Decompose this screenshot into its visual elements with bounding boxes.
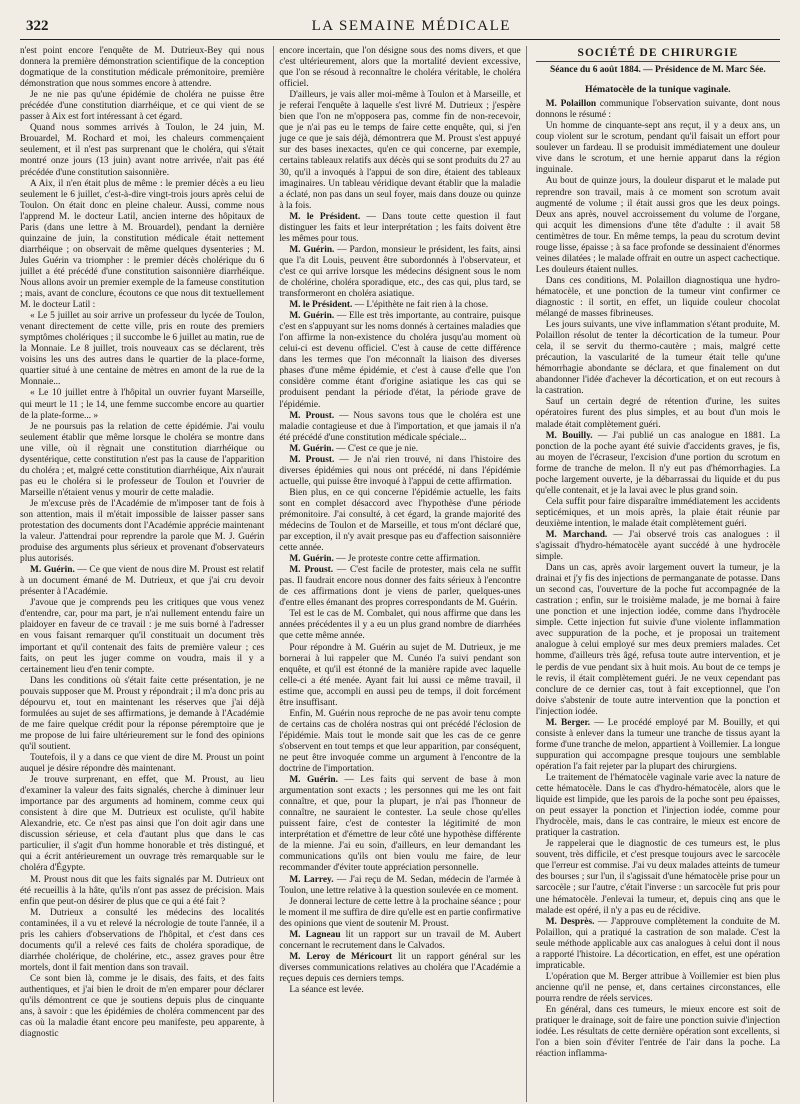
- paragraph: [20, 598, 264, 675]
- paragraph: [279, 245, 520, 300]
- paragraph: [536, 917, 780, 972]
- paragraph: [20, 676, 264, 753]
- speaker-name: M. Larrey.: [289, 874, 334, 885]
- paragraph-text: Dans ces conditions, M. Polaillon diagnostiqua une hydro-hématocèle, et une ponction de la tumeur vint confirmer ce diagnostic : il sortit, en effet, un liquide couleur chocolat mélangé de masses fibrineuses.: [535, 275, 781, 320]
- paragraph-text: — Nous savons tous que le choléra est une maladie contagieuse et due à l'importation, et que jamais il n'a été précédé d'une constitution médicale spéciale...: [279, 410, 521, 443]
- paragraph-text: — C'est ce que je nie.: [333, 443, 419, 454]
- paragraph-text: Dans un cas, après avoir largement ouvert la tumeur, je la drainai et j'y fis des injections de permanganate de potasse. Dans un second cas, l'ouverture de la poche fut accompagnée de la castration ; enfin, sur le troisième malade, je me bornai à faire une ponction et une injection iodée, comme dans l'hydrocèle simple. Cette injection fut suivie d'une violente inflammation avec suppuration de la poche, et je proposai un traitement analogue à celui employé sur mes deux premiers malades. Cet homme, d'ailleurs très âgé, refusa toute autre intervention, et je le perdis de vue pendant six à huit mois. Au bout de ce temps je le revis, il était complètement guéri. Je ne veux cependant pas conclure de ce dernier cas, tout à fait exceptionnel, que l'on doive s'abstenir de toute autre intervention que la ponction et l'injection iodée.: [535, 563, 781, 717]
- column3-body: [536, 99, 780, 1060]
- paragraph-text: — Je proteste contre cette affirmation.: [333, 554, 481, 565]
- paragraph-text: Je ne nie pas qu'une épidémie de choléra ne puisse être précédée d'une constitution diarrhéique, et ce qui vient de se passer à Aix est fort intéressant à cet égard.: [20, 90, 265, 123]
- paragraph-text: — Elle est très importante, au contraire, puisque c'est en s'appuyant sur les noms donnés à certaines maladies que l'on affirme la non-existence du choléra jusqu'au moment où celui-ci est devenu officiel. C'est à cause de cette différence dans les termes que l'on méconnaît la liaison des diverses phases d'une même épidémie, et c'est à cause d'elle que l'on considère comme étant d'origine asiatique les cas qui se produisent pendant la période d'état, la période grave de l'épidémie.: [279, 311, 521, 410]
- paragraph-text: — J'ai reçu de M. Sedan, médecin de l'armée à Toulon, une lettre relative à la question soulevée en ce moment.: [279, 874, 521, 896]
- paragraph-text: Un homme de cinquante-sept ans reçut, il y a deux ans, un coup violent sur le scrotum, pendant qu'il faisait un effort pour soulever un fardeau. Il se produisit immédiatement une douleur vive dans le scrotum, et une hernie apparut dans la région inguinale.: [535, 121, 781, 176]
- paragraph: [279, 985, 520, 996]
- paragraph-text: Je donnerai lecture de cette lettre à la prochaine séance ; pour le moment il me suffira de dire qu'elle est en partie confirmative des opinions que vient de soutenir M. Proust.: [279, 896, 521, 929]
- paragraph-text: M. Dutrieux a consulté les médecins des localités contaminées, il a vu et relevé la nécrologie de toute l'année, il a pris les cahiers d'observations de l'hôpital, et c'est dans ces documents qu'il a relevé ces faits de choléra sporadique, de diarrhée cholérique, de cholérine, etc., assez graves pour être mortels, dont il fait mention dans son travail.: [20, 907, 265, 973]
- paragraph: [279, 300, 520, 311]
- paragraph: [279, 609, 520, 642]
- paragraph-text: Le traitement de l'hématocèle vaginale varie avec la nature de cette hématocèle. Dans le cas d'hydro-hématocèle, alors que le liquide est limpide, que les parois de la poche sont peu épaisses, on peut essayer la ponction et l'injection iodée, comme pour l'hydrocèle, mais, dans le cas contraire, le mieux est encore de pratiquer la castration.: [535, 773, 781, 839]
- paragraph-text: — Les faits qui servent de base à mon argumentation sont exacts ; les personnes qui me les ont fait connaître, et que, pour la plupart, je n'ai pas l'honneur de connaître, ne sauraient le contester. La seule chose qu'elles puissent faire, c'est de contester la légitimité de mon interprétation et d'émettre de leur côté une hypothèse différente de la mienne. J'ai eu soin, d'ailleurs, en leur demandant les communications qu'ils ont bien voulu me faire, de leur recommander d'éviter toute appréciation personnelle.: [279, 775, 521, 874]
- paragraph: [20, 753, 264, 775]
- paragraph-text: — J'ai publié un cas analogue en 1881. La ponction de la poche ayant été suivie d'accidents graves, je fis, au moyen de l'écraseur, l'excision d'une portion du scrotum en forme de tranche de melon. Il n'y eut pas d'hémorrhagies. La poche largement ouverte, je la débarrassai du liquide et du pus qu'elle contenait, et je la lavai avec le plus grand soin.: [535, 430, 781, 496]
- paragraph-text: n'est point encore l'enquête de M. Dutrieux-Bey qui nous donnera la première démonstration scientifique de la conception dogmatique de la constitution médicale prémonitoire, première démonstration que nous sommes encore à attendre.: [20, 46, 265, 90]
- paragraph: [536, 431, 780, 497]
- paragraph-text: Bien plus, en ce qui concerne l'épidémie actuelle, les faits sont en complet désaccord avec l'hypothèse d'une période prémonitoire. J'ai consulté, à cet égard, la grande majorité des médecins de Toulon et de Marseille, et tous m'ont déclaré que, par exception, il n'y avait presque pas eu d'affection saisonnière cette année.: [279, 487, 521, 554]
- speaker-name: M. Berger.: [545, 717, 591, 728]
- paragraph-text: A Aix, il n'en était plus de même : le premier décès a eu lieu seulement le 6 juillet, c'est-à-dire vingt-trois jours après celui de Toulon. On était donc en pleine chaleur. Aussi, comme nous l'apprend M. le docteur Latil, ancien interne des hôpitaux de Paris (dans une lettre à M. Brouardel), pendant la dernière quinzaine de juin, la constitution médicale était nettement diarrhéique ; on observait de même quelques dysenteries ; M. Jules Guérin va triompher : le premier décès cholérique du 6 juillet a été précédé d'une constitution saisonnière diarrhéique. Nous allons avoir un premier exemple de la fameuse constitution ; mais, avant de conclure, écoutons ce que nous dit textuellement M. le docteur Latil :: [20, 178, 265, 311]
- paragraph-text: Ce sont bien là, comme je le disais, des faits, et des faits authentiques, et j'ai bien le droit de m'en emparer pour déclarer qu'ils démontrent ce que je soutiens depuis plus de cinquante ans, à savoir : que les épidémies de choléra commencent par des cas où la maladie étant encore peu manifeste, peu apparente, à diagnostic: [20, 973, 265, 1040]
- paragraph: [20, 90, 264, 123]
- paragraph: [20, 46, 264, 90]
- paragraph-text: Je rappelerai que le diagnostic de ces tumeurs est, le plus souvent, très difficile, et c'est presque toujours avec le sarcocèle que l'erreur est commise. J'ai vu deux malades atteints de tumeur des bourses ; sur l'un, il s'agissait d'une hématocèle prise pour un sarcocèle ; sur l'autre, c'était l'inverse : un sarcocèle fut pris pour une hématocèle. J'enlevai la tumeur, et, depuis cinq ans que le malade est opéré, il n'y a pas eu de récidive.: [535, 839, 781, 916]
- paragraph: [279, 930, 520, 952]
- paragraph: [536, 1005, 780, 1060]
- paragraph: [536, 839, 780, 916]
- speaker-name: M. Polaillon: [545, 99, 597, 110]
- paragraph-text: — Le procédé employé par M. Bouilly, et qui consiste à enlever dans la tumeur une tranche de tissus ayant la forme d'une tranche de melon, appartient à Voillemier. La longue suppuration qui accompagne presque toujours une semblable opération l'a fait rejeter par la plupart des chirurgiens.: [535, 717, 781, 772]
- paragraph-text: Quand nous sommes arrivés à Toulon, le 24 juin, M. Brouardel, M. Rochard et moi, les chaleurs commençaient seulement, et il n'est pas surprenant que le choléra, qui s'était montré onze jours (13 juin) avant notre arrivée, n'ait pas été précédée d'une constitution saisonnière.: [20, 123, 265, 178]
- paragraph: [536, 176, 780, 275]
- running-title: LA SEMAINE MÉDICALE: [311, 18, 511, 34]
- paragraph-text: — L'épithète ne fait rien à la chose.: [352, 300, 489, 311]
- section-title: SOCIÉTÉ DE CHIRURGIE: [536, 48, 780, 62]
- page-number: 322: [26, 18, 49, 34]
- paragraph: [279, 46, 520, 90]
- paragraph: [20, 974, 264, 1040]
- column-academie-debate: [20, 46, 264, 1102]
- text-columns: [20, 46, 780, 1102]
- paragraph-text: — J'ai observé trois cas analogues : il s'agissait d'hydro-hématocèle ayant succédé à une hydrocèle simple.: [535, 529, 781, 563]
- paragraph-text: « Le 5 juillet au soir arrive un professeur du lycée de Toulon, venant directement de cette ville, pris en route des premiers symptômes cholériques ; il succombe le 6 juillet au matin, rue de la Monnaie. Le 8 juillet, trois nouveaux cas se déclarent, très voisins les uns des autres dans le quartier de la place-forme, quartier situé à une centaine de mètres en amont de la rue de la Monnaie...: [20, 311, 265, 388]
- paragraph: [279, 565, 520, 609]
- speaker-name: M. Guérin.: [289, 554, 334, 565]
- paragraph: [20, 908, 264, 974]
- paragraph-text: encore incertain, que l'on désigne sous des noms divers, et que c'est ultérieurement, alors que la mortalité devient excessive, que l'on se résoud à reconnaître le choléra véritable, le choléra officiel.: [279, 46, 521, 90]
- paragraph: [20, 388, 264, 421]
- paragraph-text: Sauf un certain degré de rétention d'urine, les suites opératoires furent des plus simples, et au bout d'un mois le malade était complètement guéri.: [535, 397, 781, 430]
- paragraph-text: Je m'excuse près de l'Académie de m'imposer tant de fois à son attention, mais il m'était impossible de laisser passer sans protestation des documents dont l'Académie apprécie maintenant la valeur. J'attendrai pour reprendre la parole que M. J. Guérin produise des arguments plus sérieux et provenant d'observateurs plus autorisés.: [20, 498, 265, 565]
- speaker-name: M. Guérin.: [30, 565, 75, 576]
- paragraph-text: — Pardon, monsieur le président, les faits, ainsi que l'a dit Louis, peuvent être subordonnés à l'observateur, et c'est ce qui arrive lorsque les médecins désignent sous le nom de cholérine, choléra sporadique, etc., des cas qui, plus tard, se transformeront en choléra asiatique.: [279, 244, 521, 300]
- speaker-name: M. Marchand.: [545, 529, 608, 540]
- speaker-name: M. Proust.: [289, 454, 335, 465]
- speaker-name: M. Guérin.: [289, 311, 335, 322]
- paragraph-text: L'opération que M. Berger attribue à Voillemier est bien plus ancienne qu'il ne pense, et, dans certaines circonstances, elle pourra rendre de réels services.: [535, 971, 781, 1004]
- speaker-name: M. le Président.: [289, 300, 353, 311]
- paragraph: [536, 276, 780, 320]
- paragraph-text: « Le 10 juillet entre à l'hôpital un ouvrier fuyant Marseille, qui meurt le 11 ; le 14, une femme succombe encore au quartier de la plate-forme... »: [20, 388, 265, 421]
- paragraph: [20, 123, 264, 178]
- paragraph: [536, 121, 780, 176]
- speaker-name: M. Proust.: [289, 565, 334, 576]
- page-header: [20, 18, 780, 36]
- paragraph-text: Tel est le cas de M. Combalet, qui nous affirme que dans les années précédentes il y a eu un plus grand nombre de diarrhées que cette même année.: [279, 609, 521, 642]
- paragraph-text: — Dans toute cette question il faut distinguer les faits et leur interprétation ; les faits doivent être les mêmes pour tous.: [279, 211, 521, 244]
- paragraph-text: — C'est facile de protester, mais cela ne suffit pas. Il faudrait encore nous donner des faits sérieux à l'encontre de ces affirmations dont je viens de parler, quelques-unes d'entre elles émanant des propres correspondants de M. Guérin.: [279, 565, 521, 609]
- paragraph-text: Les jours suivants, une vive inflammation s'étant produite, M. Polaillon résolut de tenter la décortication de la tumeur. Pour cela, il se servit du thermo-cautère ; mais, malgré cette précaution, la vascularité de la tumeur était telle qu'une hémorrhagie abondante se déclara, et que finalement on dut abandonner l'idée d'achever la décortication, et on eut recours à la castration.: [535, 320, 781, 397]
- column-societe-de-chirurgie: [536, 46, 780, 1102]
- paragraph-text: La séance est levée.: [289, 984, 364, 995]
- paragraph: [536, 320, 780, 397]
- paragraph: [20, 422, 264, 499]
- speaker-name: M. Guérin.: [289, 443, 334, 454]
- paragraph: [279, 455, 520, 488]
- speaker-name: M. Guérin.: [289, 775, 338, 786]
- paragraph: [20, 565, 264, 598]
- paragraph: [20, 499, 264, 565]
- paragraph-text: Dans les conditions où s'était faite cette présentation, je ne pouvais supposer que M. Proust y répondrait ; il m'a donc pris au dépourvu et, tout en maintenant les réserves que j'ai déjà formulées au sujet de ses affirmations, je demande à l'Académie de me faire quelque crédit pour la réponse péremptoire que je me propose de lui faire ultérieurement sur le fond des opinions qu'il soutient.: [20, 675, 265, 752]
- paragraph-text: lit un rapport sur un travail de M. Aubert concernant le recrutement dans le Calvados.: [279, 929, 521, 951]
- seance-line: Séance du 6 août 1884. — Présidence de M. Marc Sée.: [550, 65, 766, 76]
- paragraph: [279, 952, 520, 985]
- speaker-name: M. le Président.: [289, 211, 361, 222]
- paragraph: [536, 530, 780, 563]
- paragraph: [279, 554, 520, 565]
- paragraph: [279, 488, 520, 554]
- paragraph-text: En général, dans ces tumeurs, le mieux encore est soit de pratiquer le drainage, soit de faire une ponction suivie d'injection iodée. Les résultats de cette dernière opération sont excellents, si l'on a bien soin d'éviter l'entrée de l'air dans la poche. La réaction inflamma-: [535, 1004, 781, 1060]
- paragraph: [20, 179, 264, 312]
- paragraph-text: Enfin, M. Guérin nous reproche de ne pas avoir tenu compte de certains cas de choléra nostras qui ont précédé l'éclosion de l'épidémie. Mais tout le monde sait que les cas de ce genre s'observent en tout temps et que leur apparition, par conséquent, ne peut être invoquée comme un argument à l'encontre de la doctrine de l'importation.: [279, 708, 521, 775]
- speaker-name: M. Lagneau: [289, 929, 341, 940]
- paragraph: [279, 311, 520, 410]
- paragraph: [279, 709, 520, 775]
- paragraph-text: Pour répondre à M. Guérin au sujet de M. Dutrieux, je me bornerai à lui rappeler que M. Cunéo l'a suivi pendant son enquête, et qu'il est étonné de la manière rapide avec laquelle celle-ci a été menée. Ayant fait lui aussi ce même travail, il estime que, accompli en aussi peu de temps, il doit forcément être insuffisant.: [279, 642, 521, 708]
- paragraph-text: Au bout de quinze jours, la douleur disparut et le malade put reprendre son travail, mais à ce moment son scrotum avait augmenté de volume ; il était aussi gros que les deux poings. Deux ans après, nouvel accroissement du volume de l'organe, qui acquit les dimensions d'une tête d'adulte : il avait 58 centimètres de tour. En même temps, la peau du scrotum devint rouge lisse, épaisse ; à sa face profonde se dessinaient d'énormes veines dilatées ; le malade offrait en outre un aspect cachectique. Les douleurs étaient nulles.: [535, 176, 781, 275]
- paragraph: [279, 897, 520, 930]
- paragraph-text: — Je n'ai rien trouvé, ni dans l'histoire des diverses épidémies qui nous ont précédé, ni dans l'épidémie actuelle, qui puisse être invoqué à l'appui de cette affirmation.: [279, 454, 521, 487]
- paragraph: [20, 775, 264, 874]
- speaker-name: M. Leroy de Méricourt: [289, 951, 393, 962]
- column-academie-debate-continued: [273, 46, 526, 1102]
- paragraph: [536, 718, 780, 773]
- paragraph-text: Je trouve surprenant, en effet, que M. Proust, au lieu d'examiner la valeur des faits signalés, cherche à diminuer leur importance par des arguments ad hominem, comme ceux qui consistent à dire que M. Dutrieux est oculiste, qu'il habite Alexandrie, etc. Ce n'est pas ainsi que l'on doit agir dans une discussion sérieuse, et cela d'autant plus que dans le cas particulier, il s'agit d'un homme honorable et très distingué, et qui a écrit antérieurement un ouvrage très remarquable sur le choléra d'Égypte.: [20, 775, 265, 874]
- paragraph: [536, 497, 780, 530]
- paragraph: [20, 875, 264, 908]
- speaker-name: M. Proust.: [289, 410, 335, 421]
- header-rule: [20, 39, 780, 40]
- speaker-name: M. Guérin.: [289, 244, 335, 255]
- speaker-name: M. Bouilly.: [545, 430, 593, 441]
- paragraph: [536, 563, 780, 718]
- paragraph-text: — Ce que vient de nous dire M. Proust est relatif à un document émané de M. Dutrieux, et que j'ai cru devoir présenter à l'Académie.: [20, 565, 265, 598]
- paragraph: [536, 773, 780, 839]
- paragraph-text: Toutefois, il y a dans ce que vient de dire M. Proust un point auquel je désire répondre dès maintenant.: [20, 753, 265, 775]
- paragraph-text: Cela suffit pour faire disparaître immédiatement les accidents septicémiques, et un mois après, la plaie était réunie par deuxième intention, le malade était complètement guéri.: [535, 496, 781, 529]
- paragraph-text: lit un rapport général sur les diverses communications relatives au choléra que l'Académie a reçues depuis ces derniers temps.: [279, 951, 521, 984]
- paragraph: [279, 444, 520, 455]
- paragraph: [279, 643, 520, 709]
- paragraph: [279, 875, 520, 897]
- paragraph: [279, 90, 520, 212]
- paragraph-text: M. Proust nous dit que les faits signalés par M. Dutrieux ont été recueillis à la hâte, qu'ils n'ont pas assez de précision. Mais enfin que peut-on désirer de plus que ce qui a été fait ?: [20, 874, 265, 907]
- paragraph-text: D'ailleurs, je vais aller moi-même à Toulon et à Marseille, et je referai l'enquête à laquelle s'est livré M. Dutrieux ; j'espère bien que l'on ne m'opposera pas, comme fin de non-recevoir, que je n'ai pas eu le temps de faire cette enquête, qui, si j'en juge ce que je sais déjà, démontrera que M. Proust s'est appuyé sur des bases inexactes, qu'en ce qui concerne, par exemple, certains tableaux relatifs aux décès qui se sont produits du 27 au 30, qu'il a invoqués à l'appui de son dire, étaient des tableaux imaginaires. Un tableau véridique devant établir que la maladie a éclaté, non pas dans un seul foyer, mais dans douze ou quinze à la fois.: [279, 90, 521, 211]
- paragraph-text: Je ne poursuis pas la relation de cette épidémie. J'ai voulu seulement établir que même lorsque le choléra se montre dans une ville, où il règnait une constitution diarrhéique ou dysentérique, cette constitution n'est pas la cause de l'apparition du choléra ; et, malgré cette constitution diarrhéique, Aix n'aurait pas eu le choléra si le professeur de Toulon et l'ouvrier de Marseille n'étaient venus y mourir de cette maladie.: [20, 421, 265, 498]
- speaker-name: M. Desprès.: [545, 916, 595, 927]
- paragraph: [279, 212, 520, 245]
- paragraph-text: — J'approuve complètement la conduite de M. Polaillon, qui a pratiqué la castration de son malade. C'est la seule méthode applicable aux cas analogues à celui dont il nous a rapporté l'histoire. La décortication, en effet, est une opération impraticable.: [535, 916, 781, 971]
- paragraph: [536, 99, 780, 121]
- paragraph: [279, 775, 520, 874]
- paragraph-text: communique l'observation suivante, dont nous donnons le résumé :: [535, 99, 780, 121]
- paragraph: [20, 311, 264, 388]
- article-subtitle: Hématocèle de la tunique vaginale.: [585, 84, 731, 96]
- paragraph-text: J'avoue que je comprends peu les critiques que vous venez d'entendre, car, pour ma part, je n'ai nullement entendu faire un plaidoyer en faveur de ce travail : je me suis borné à l'adresser en vous faisant remarquer qu'il constituait un document très important et qu'il contenait des faits de première valeur ; ces faits, on peut les juger comme on voudra, mais il y a certainement lieu d'en tenir compte.: [20, 598, 265, 675]
- paragraph: [536, 972, 780, 1005]
- paragraph: [536, 397, 780, 430]
- paragraph: [279, 411, 520, 444]
